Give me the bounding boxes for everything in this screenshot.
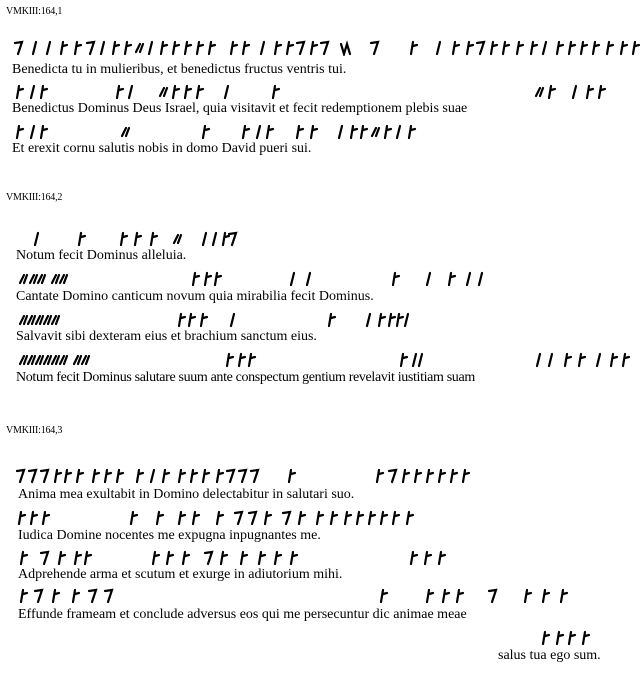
- neume-glyph: [163, 470, 169, 482]
- neume-glyph: [20, 356, 27, 364]
- neume-glyph: [243, 42, 249, 54]
- neume-glyph: [257, 126, 260, 138]
- neume-glyph: [149, 42, 152, 54]
- neume-glyph: [405, 314, 408, 326]
- neume-glyph: [633, 42, 639, 54]
- neume-glyph: [79, 233, 85, 245]
- neume-glyph: [621, 42, 627, 54]
- neume-glyph: [249, 512, 256, 524]
- neume-glyph: [239, 354, 245, 366]
- neume-glyph: [157, 512, 163, 524]
- neume-glyph: [191, 470, 197, 482]
- neume-notation-row: [16, 588, 572, 604]
- neume-glyph: [203, 233, 206, 245]
- neume-glyph: [29, 470, 36, 482]
- neume-glyph: [331, 512, 337, 524]
- neume-glyph: [531, 42, 537, 54]
- neume-glyph: [53, 590, 59, 602]
- neume-glyph: [33, 42, 36, 54]
- neume-notation-row: [14, 124, 420, 140]
- neume-glyph: [419, 354, 422, 366]
- neume-glyph: [20, 275, 27, 283]
- neume-glyphs: [14, 84, 610, 100]
- neume-glyph: [587, 86, 593, 98]
- neume-glyph: [251, 470, 258, 482]
- neume-glyph: [77, 470, 83, 482]
- neume-glyph: [289, 470, 295, 482]
- neume-glyph: [235, 512, 242, 524]
- neume-glyph: [427, 590, 433, 602]
- neume-glyph: [197, 42, 203, 54]
- neume-glyph: [411, 552, 417, 564]
- neume-glyph: [287, 42, 293, 54]
- neume-glyph: [491, 42, 497, 54]
- neume-glyph: [321, 42, 328, 54]
- neume-glyph: [393, 512, 399, 524]
- neume-glyph: [297, 126, 303, 138]
- text-line: Iudica Domine nocentes me expugna inpugnantes me.: [18, 528, 321, 543]
- neume-glyph: [357, 512, 363, 524]
- neume-glyph: [82, 356, 89, 364]
- neume-glyph: [167, 552, 173, 564]
- neume-glyph: [479, 273, 482, 285]
- neume-glyph: [275, 552, 281, 564]
- neume-glyph: [372, 128, 379, 136]
- neume-glyph: [135, 233, 141, 245]
- neume-glyph: [93, 470, 99, 482]
- neume-glyph: [463, 470, 469, 482]
- text-line: Benedictus Dominus Deus Israel, quia visitavit et fecit redemptionem plebis suae: [12, 101, 468, 116]
- neume-glyph: [561, 590, 567, 602]
- neume-glyph: [599, 86, 605, 98]
- neume-glyphs: [16, 550, 450, 566]
- neume-glyph: [60, 356, 67, 364]
- neume-glyph: [241, 552, 247, 564]
- neume-glyph: [503, 42, 509, 54]
- neume-glyph: [41, 552, 48, 564]
- neume-glyph: [317, 512, 323, 524]
- neume-glyph: [389, 470, 396, 482]
- neume-glyph: [217, 512, 223, 524]
- neume-glyph: [409, 126, 415, 138]
- neume-glyph: [467, 273, 470, 285]
- neume-glyph: [369, 512, 375, 524]
- neume-glyph: [537, 354, 540, 366]
- neume-glyph: [273, 86, 279, 98]
- neume-glyph: [489, 590, 496, 602]
- neume-glyph: [437, 42, 440, 54]
- neume-glyph: [351, 126, 357, 138]
- text-line: Et erexit cornu salutis nobis in domo David pueri sui.: [12, 141, 312, 156]
- neume-glyph: [17, 86, 23, 98]
- neume-glyph: [73, 590, 79, 602]
- neume-glyph: [557, 42, 563, 54]
- neume-glyphs: [14, 40, 642, 56]
- neume-glyph: [75, 552, 81, 564]
- neume-notation-row: [14, 231, 242, 247]
- neume-glyph: [275, 42, 281, 54]
- neume-glyph: [329, 314, 335, 326]
- neume-glyph: [122, 128, 129, 136]
- neume-glyph: [131, 512, 137, 524]
- neume-glyph: [31, 126, 34, 138]
- neume-glyph: [389, 314, 395, 326]
- neume-glyph: [543, 42, 546, 54]
- neume-notation-row: [16, 468, 474, 484]
- neume-glyph: [403, 470, 409, 482]
- neume-glyph: [297, 42, 304, 54]
- neume-glyph: [89, 590, 96, 602]
- neume-glyph: [393, 273, 399, 285]
- neume-glyph: [569, 632, 575, 644]
- neume-glyph: [117, 470, 123, 482]
- section-ref: VMKIII:164,2: [6, 192, 63, 203]
- neume-glyph: [439, 552, 445, 564]
- neume-glyph: [31, 86, 34, 98]
- neume-glyph: [299, 512, 305, 524]
- neume-glyph: [543, 632, 549, 644]
- neume-notation-row: [14, 352, 634, 368]
- neume-glyph: [179, 314, 185, 326]
- neume-glyph: [174, 235, 181, 243]
- neume-glyph: [227, 354, 233, 366]
- neume-glyph: [267, 126, 273, 138]
- neume-glyphs: [14, 271, 490, 287]
- neume-glyph: [105, 470, 111, 482]
- neume-notation-row: [16, 510, 418, 526]
- neume-glyph: [193, 273, 199, 285]
- neume-glyph: [397, 126, 400, 138]
- neume-glyph: [379, 314, 385, 326]
- neume-glyph: [341, 44, 350, 54]
- neume-glyph: [367, 314, 370, 326]
- neume-glyph: [47, 42, 50, 54]
- neume-glyph: [28, 356, 35, 364]
- neume-glyph: [161, 42, 167, 54]
- neume-glyph: [136, 44, 143, 52]
- neume-glyph: [52, 356, 59, 364]
- neume-glyph: [345, 512, 351, 524]
- neume-glyph: [113, 42, 119, 54]
- neume-glyph: [291, 552, 297, 564]
- neume-glyphs: [16, 510, 418, 526]
- neume-glyph: [75, 42, 81, 54]
- neume-glyph: [52, 316, 59, 324]
- neume-glyph: [21, 590, 27, 602]
- neume-glyph: [249, 354, 255, 366]
- neume-glyph: [41, 470, 48, 482]
- neume-glyph: [38, 275, 45, 283]
- neume-glyph: [205, 273, 211, 285]
- neume-glyph: [283, 512, 290, 524]
- text-line: salus tua ego sum.: [498, 648, 601, 663]
- neume-glyphs: [540, 630, 594, 646]
- neume-glyph: [185, 86, 191, 98]
- neume-glyph: [105, 590, 112, 602]
- text-line: Anima mea exultabit in Domino delectabitur in salutari suo.: [18, 487, 355, 502]
- neume-glyph: [439, 470, 445, 482]
- neume-glyph: [311, 126, 317, 138]
- neume-glyph: [151, 233, 157, 245]
- text-line: Salvavit sibi dexteram eius et brachium sanctum eius.: [16, 329, 317, 344]
- neume-glyph: [59, 552, 65, 564]
- neume-glyph: [449, 273, 455, 285]
- neume-glyph: [209, 42, 215, 54]
- text-line: Notum fecit Dominus salutare suum ante conspectum gentium revelavit iustitiam suam: [16, 370, 475, 385]
- neume-glyph: [203, 470, 209, 482]
- neume-glyph: [223, 233, 229, 245]
- neume-notation-row: [14, 84, 610, 100]
- neume-glyph: [413, 354, 416, 366]
- neume-glyph: [543, 590, 549, 602]
- text-line: Benedicta tu in mulieribus, et benedictus fructus ventris tui.: [12, 62, 347, 77]
- neume-glyph: [549, 86, 555, 98]
- neume-glyph: [153, 552, 159, 564]
- neume-glyph: [407, 512, 413, 524]
- neume-glyph: [427, 470, 433, 482]
- neume-glyph: [129, 86, 132, 98]
- neume-glyph: [215, 273, 221, 285]
- neume-glyph: [227, 470, 234, 482]
- neume-glyph: [427, 273, 430, 285]
- neume-glyph: [193, 512, 199, 524]
- neume-glyph: [623, 354, 629, 366]
- neume-glyph: [607, 42, 613, 54]
- neume-glyph: [41, 86, 47, 98]
- neume-glyph: [573, 86, 576, 98]
- neume-glyph: [261, 42, 264, 54]
- neume-glyph: [197, 86, 203, 98]
- neume-glyph: [411, 42, 417, 54]
- neume-glyph: [173, 42, 179, 54]
- neume-glyph: [121, 233, 127, 245]
- neume-glyphs: [14, 312, 416, 328]
- neume-glyphs: [14, 124, 420, 140]
- neume-glyph: [581, 42, 587, 54]
- neume-glyph: [425, 552, 431, 564]
- neume-glyph: [52, 275, 59, 283]
- neume-glyph: [179, 512, 185, 524]
- neume-glyph: [65, 470, 71, 482]
- neume-glyph: [30, 275, 37, 283]
- neume-notation-row: [540, 630, 594, 646]
- neume-glyph: [117, 86, 123, 98]
- neume-glyph: [225, 86, 228, 98]
- neume-glyphs: [14, 352, 634, 368]
- neume-notation-row: [14, 40, 642, 56]
- neume-glyph: [385, 126, 391, 138]
- neume-glyph: [31, 512, 37, 524]
- neume-glyph: [579, 354, 585, 366]
- neume-glyph: [203, 126, 209, 138]
- neume-glyph: [160, 88, 167, 96]
- neume-glyphs: [16, 468, 474, 484]
- neume-glyphs: [14, 231, 242, 247]
- neume-glyph: [611, 354, 617, 366]
- neume-glyph: [311, 42, 317, 54]
- neume-glyph: [35, 233, 38, 245]
- neume-glyph: [44, 356, 51, 364]
- neume-glyph: [74, 356, 81, 364]
- section-ref: VMKIII:164,1: [6, 6, 63, 17]
- neume-glyph: [55, 470, 61, 482]
- neume-glyph: [21, 552, 27, 564]
- neume-glyph: [20, 316, 27, 324]
- neume-glyph: [17, 470, 24, 482]
- neume-glyph: [443, 590, 449, 602]
- neume-glyph: [61, 42, 67, 54]
- neume-glyph: [243, 126, 249, 138]
- neume-glyph: [201, 314, 207, 326]
- neume-glyph: [179, 470, 185, 482]
- neume-glyph: [467, 42, 473, 54]
- neume-glyph: [60, 275, 67, 283]
- neume-glyph: [477, 42, 484, 54]
- neume-glyph: [87, 42, 94, 54]
- neume-glyph: [28, 316, 35, 324]
- neume-glyphs: [16, 588, 572, 604]
- neume-glyph: [15, 42, 22, 54]
- neume-glyph: [565, 354, 571, 366]
- neume-glyph: [557, 632, 563, 644]
- neume-glyph: [397, 314, 403, 326]
- neume-glyph: [569, 42, 575, 54]
- text-line: Notum fecit Dominus alleluia.: [16, 248, 187, 263]
- neume-glyph: [231, 314, 234, 326]
- neume-notation-row: [14, 312, 416, 328]
- neume-glyph: [371, 42, 378, 54]
- neume-glyph: [451, 470, 457, 482]
- neume-glyph: [221, 552, 227, 564]
- neume-glyph: [125, 42, 131, 54]
- neume-glyph: [213, 233, 216, 245]
- neume-glyph: [517, 42, 523, 54]
- neume-glyph: [137, 470, 143, 482]
- neume-glyph: [19, 512, 25, 524]
- neume-glyph: [377, 470, 383, 482]
- neume-glyph: [597, 354, 600, 366]
- neume-glyph: [151, 470, 154, 482]
- text-line: Effunde frameam et conclude adversus eos qui me persecuntur dic animae meae: [18, 607, 467, 622]
- section-ref: VMKIII:164,3: [6, 425, 63, 436]
- neume-glyph: [85, 552, 91, 564]
- neume-glyph: [185, 42, 191, 54]
- neume-glyph: [536, 88, 543, 96]
- neume-glyph: [583, 632, 589, 644]
- neume-glyph: [339, 126, 342, 138]
- neume-glyph: [36, 316, 43, 324]
- neume-glyph: [44, 316, 51, 324]
- neume-glyph: [217, 470, 223, 482]
- text-line: Cantate Domino canticum novum quia mirabilia fecit Dominus.: [16, 289, 374, 304]
- neume-glyph: [239, 470, 246, 482]
- neume-glyph: [229, 233, 236, 245]
- neume-glyph: [401, 354, 407, 366]
- neume-glyph: [43, 512, 49, 524]
- neume-glyph: [453, 42, 459, 54]
- neume-glyph: [35, 590, 42, 602]
- neume-glyph: [189, 314, 195, 326]
- neume-glyph: [183, 552, 189, 564]
- neume-glyph: [259, 552, 265, 564]
- neume-glyph: [41, 126, 47, 138]
- neume-glyph: [17, 126, 23, 138]
- neume-glyph: [307, 273, 310, 285]
- neume-glyph: [173, 86, 179, 98]
- neume-glyph: [381, 512, 387, 524]
- neume-glyph: [231, 42, 237, 54]
- neume-glyph: [525, 590, 531, 602]
- neume-glyph: [205, 552, 212, 564]
- neume-glyph: [549, 354, 552, 366]
- neume-glyph: [101, 42, 104, 54]
- neume-glyph: [265, 512, 271, 524]
- neume-glyph: [381, 590, 387, 602]
- neume-glyph: [361, 126, 367, 138]
- neume-glyph: [291, 273, 294, 285]
- text-line: Adprehende arma et scutum et exurge in adiutorium mihi.: [18, 567, 343, 582]
- neume-glyph: [457, 590, 463, 602]
- neume-notation-row: [14, 271, 490, 287]
- neume-glyph: [36, 356, 43, 364]
- neume-glyph: [593, 42, 599, 54]
- neume-notation-row: [16, 550, 450, 566]
- neume-glyph: [415, 470, 421, 482]
